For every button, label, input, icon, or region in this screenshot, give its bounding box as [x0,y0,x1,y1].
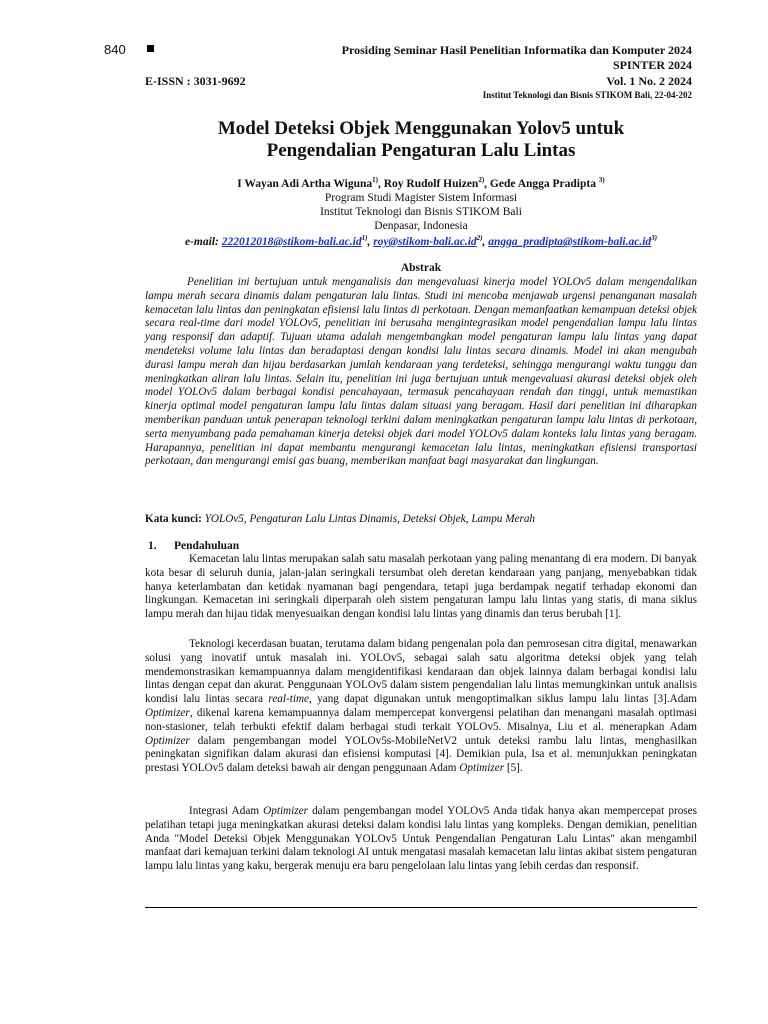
author-name: I Wayan Adi Artha Wiguna [237,177,373,190]
page-number: 840 [104,42,126,57]
email-link[interactable]: roy@stikom-bali.ac.id [373,235,477,248]
author-affiliation-mark: 1) [372,176,378,184]
author-affiliation-mark: 2) [478,176,485,184]
author-affiliation-mark: 3) [598,176,605,184]
square-bullet-icon [147,45,154,52]
abstract-heading: Abstrak [400,262,442,274]
email-label: e-mail: [184,235,219,248]
email-mark: 2) [476,234,483,242]
section-heading [148,540,239,552]
email-link[interactable]: angga_pradipta@stikom-bali.ac.id [488,235,652,248]
institution-date: Institut Teknologi dan Bisnis STIKOM Bali, 22-04-202 [482,90,692,100]
email-list: e-mail: $222012018@stikom-bali.ac.id^{1)}$, $roy@stikom-bali.ac.id^{2)}$, $angga\_pradipta@stikom-bali.ac.id^{3)}$ [184,234,658,248]
title-line-2: Pengendalian Pengaturan Lalu Lintas [266,140,576,161]
conference-title: Prosiding Seminar Hasil Penelitian Informatika dan Komputer 2024 [341,43,692,57]
paragraph-3 [145,805,697,874]
author-list: I Wayan Adi Artha Wiguna$^{1)}$, Roy Rudolf Huizen$^{2)}$, Gede Angga Pradipta $^{3)}$ [237,176,605,190]
section-title: Pendahuluan [174,540,240,552]
affiliation-city: Denpasar, Indonesia [374,220,468,232]
paragraph-2 [145,638,697,776]
affiliation-program: Program Studi Magister Sistem Informasi [324,192,518,204]
title-line-1: Model Deteksi Objek Menggunakan Yolov5 untuk [217,118,625,139]
author-name: Roy Rudolf Huizen [383,177,479,190]
paragraph-1: Kemacetan lalu lintas merupakan salah satu masalah perkotaan yang paling menantang di era modern. Di banyak kota besar di seluruh dunia, jalan-jalan seringkali tersumbat oleh deretan kendaraan yang panjang, menyebabkan tidak hanya keterlambatan dan ketidak nyamanan bagi pengendara, tetapi juga berdampak negatif terhadap ekonomi dan lingkungan. Kemacetan ini seringkali diperparah oleh sistem pengaturan lampu lalu lintas yang statis, di mana siklus lampu merah dan hijau tidak menyesuaikan dengan kondisi lalu lintas yang dinamis dan terus berubah [1]. [145,553,697,621]
author-name: Gede Angga Pradipta [489,177,596,190]
keywords-label: Kata kunci: [145,513,202,525]
paragraph-text: Teknologi kecerdasan buatan, terutama dalam bidang pengenalan pola dan pemrosesan citra digital, menawarkan solusi yang inovatif untuk masalah ini. YOLOv5, sebagai salah satu algoritma deteksi objek yang telah mendemonstrasikan kemampuannya dalam mengidentifikasi kendaraan dan objek lainnya dalam berbagai kondisi lalu lintas dengan cepat dan akurat. Penggunaan YOLOv5 dalam sistem pengendalian lalu lintas memungkinkan untuk analisis kondisi lalu lintas secara [145,638,697,706]
paper-title [145,118,697,162]
italic-term: Optimizer [263,805,308,817]
paragraph-text: [5]. [504,762,523,775]
email-mark: 3) [651,234,658,242]
conference-edition: SPINTER 2024 [612,58,692,72]
email-mark: 1) [361,234,368,242]
paragraph-text: , dikenal karena kemampuannya dalam mempercepat konvergensi pelatihan dan menangani masalah optimasi non-stasioner, telah terbukti efektif dalam berbagai studi terkait YOLOv5. Misalnya, Liu et al. menerapkan Adam [145,706,697,733]
footer-divider [145,907,697,908]
affiliation-institute: Institut Teknologi dan Bisnis STIKOM Bali [320,206,522,218]
paragraph-text: , yang dapat digunakan untuk mengoptimalkan siklus lampu lalu lintas [3].Adam [308,693,697,706]
section-number: 1. [148,540,157,552]
keywords [145,513,697,525]
italic-term: Optimizer [145,734,190,747]
paragraph-text: dalam pengembangan model YOLOv5 Anda tidak hanya akan mempercepat proses pelatihan tetapi juga meningkatkan akurasi deteksi dalam kondisi lalu lintas yang kompleks. Dengan demikian, penelitian Anda "Model Deteksi Objek Menggunakan YOLOv5 Untuk Pengendalian Pengaturan Lalu Lintas" akan mengambil manfaat dari kemajuan terkini dalam teknologi AI untuk mengatasi masalah kemacetan lalu lintas akibat sistem pengaturan lampu lalu lintas yang kaku, bergerak menuju era baru pengelolaan lalu lintas yang lebih cerdas dan responsif. [145,805,697,873]
paragraph-text: dalam pengembangan model YOLOv5s-MobileNetV2 untuk deteksi rambu lalu lintas, menghasilkan peningkatan signifikan dalam akurasi dan efisiensi komputasi [4]. Demikian pula, Isa et al. menunjukkan peningkatan prestasi YOLOv5 dalam deteksi bawah air dengan penggunaan Adam [145,734,697,775]
italic-term: real-time [268,693,309,706]
paragraph-text: Integrasi Adam [189,805,264,817]
italic-term: Optimizer [145,706,190,719]
issn: E-ISSN : 3031-9692 [145,74,246,88]
volume-info: Vol. 1 No. 2 2024 [606,74,692,88]
italic-term: Optimizer [459,762,505,775]
email-link[interactable]: 222012018@stikom-bali.ac.id [221,235,362,248]
abstract-text: Penelitian ini bertujuan untuk menganalisis dan mengevaluasi kinerja model YOLOv5 dalam mengendalikan lampu merah secara dinamis dalam pengaturan lalu lintas. Studi ini mencoba menjawab urgensi penanganan masalah kemacetan lalu lintas dan peningkatan efisiensi lalu lintas di perkotaan. Dengan memanfaatkan kemampuan deteksi objek secara real-time dari model YOLOv5, penelitian ini berusaha mengintegrasikan model pengendalian lampu lalu lintas yang responsif dan adaptif. Tujuan utama adalah mengembangkan model pengaturan lampu lalu lintas yang dapat mendeteksi volume lalu lintas dan beradaptasi dengan kondisi lalu lintas secara dinamis. Model ini akan mengubah durasi lampu merah dan hijau berdasarkan jumlah kendaraan yang terdeteksi, sehingga mengurangi waktu tunggu dan meningkatkan aliran lalu lintas. Selain itu, penelitian ini juga bertujuan untuk mengevaluasi akurasi deteksi objek oleh model YOLOv5 dalam berbagai kondisi pencahayaan, termasuk pencahayaan rendah dan tinggi, untuk memastikan kinerja optimal model pengaturan lampu lalu lintas dalam situasi yang beragam. Hasil dari penelitian ini diharapkan memberikan panduan untuk penerapan teknologi terkini dalam meningkatkan pengaturan lampu lalu lintas di perkotaan, serta menyumbang pada pemahaman kinerja deteksi objek dari model YOLOv5 dalam konteks lalu lintas yang beragam. Harapannya, penelitian ini dapat membantu mengurangi kemacetan lalu lintas, meningkatkan efisiensi transportasi perkotaan, dan mengurangi emisi gas buang, memberikan manfaat bagi masyarakat dan lingkungan. [145,276,697,468]
keywords-text: YOLOv5, Pengaturan Lalu Lintas Dinamis, Deteksi Objek, Lampu Merah [204,513,536,525]
